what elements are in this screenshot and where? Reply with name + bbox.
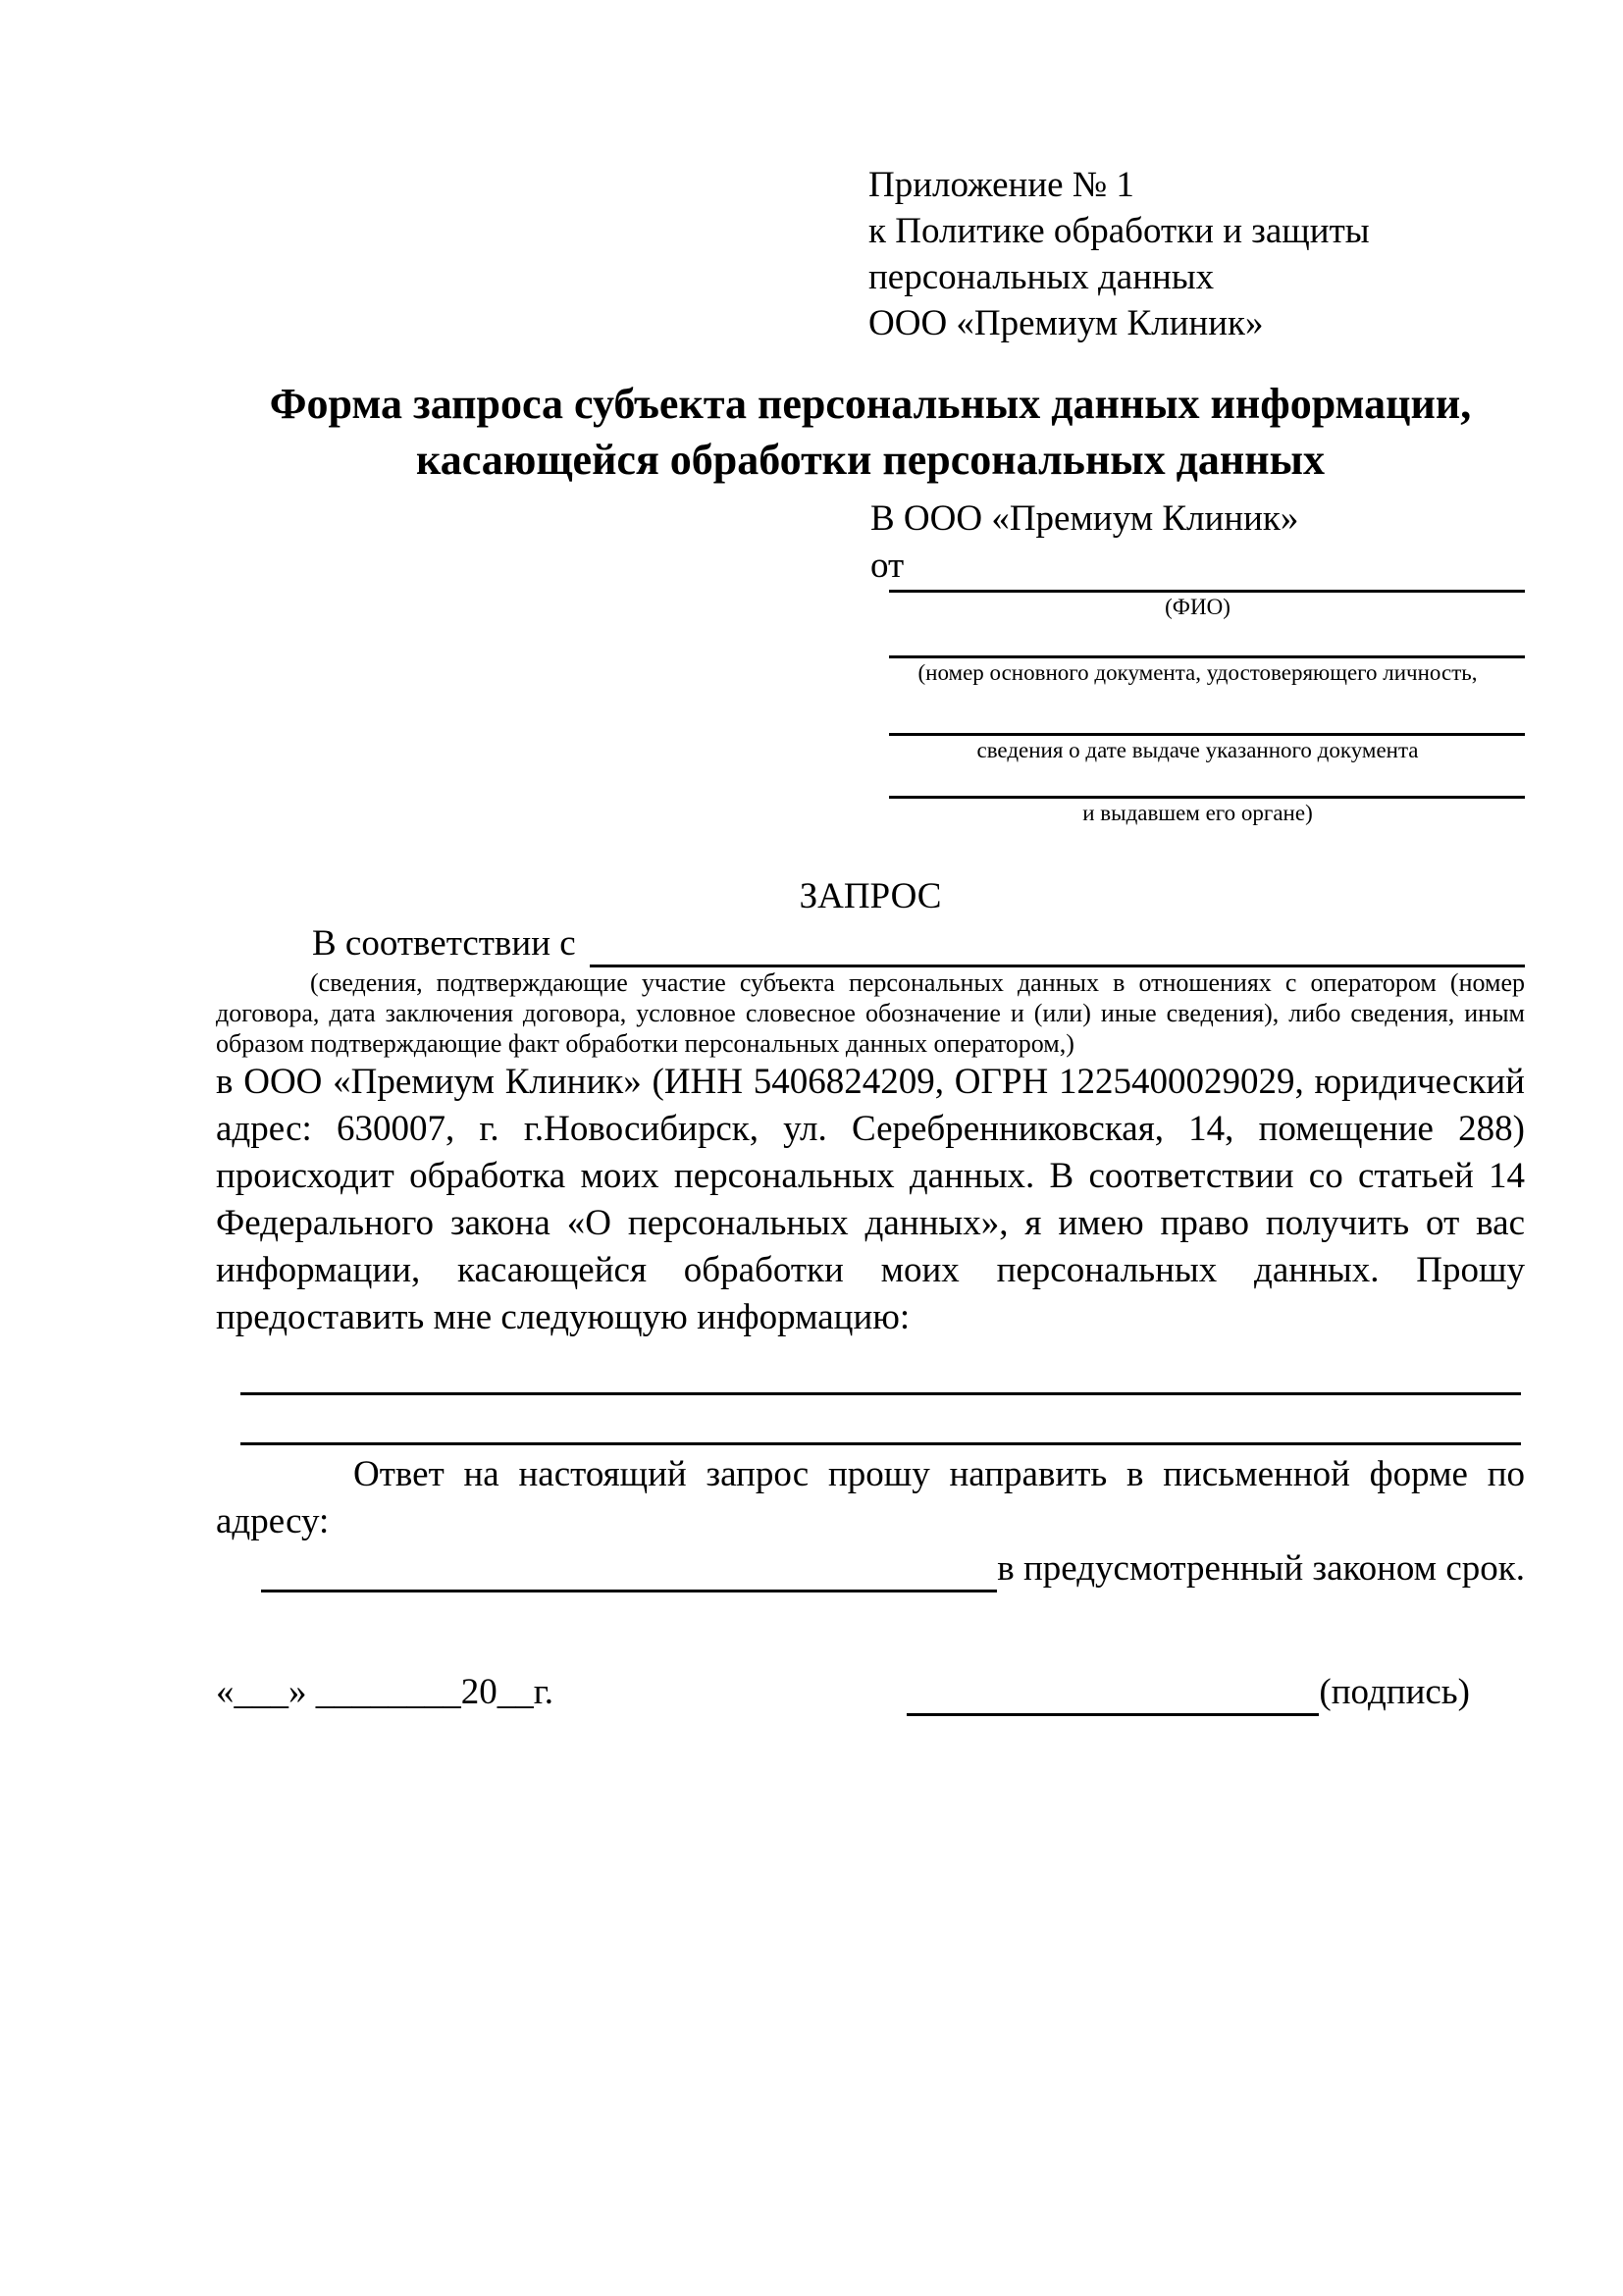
issuing-authority-caption: и выдавшем его органе) xyxy=(1082,801,1313,825)
accordance-row xyxy=(216,920,1525,967)
signature-blank-line xyxy=(907,1669,1319,1716)
header-line: к Политике обработки и защиты xyxy=(868,211,1370,251)
request-body-text: в ООО «Премиум Клиник» (ИНН 5406824209, ОГРН 1225400029029, юридический адрес: 630007, г. г.Новосибирск, ул. Серебренниковская, 14, помещение 288) происходит обработка моих персональных данных. В соответствии со статьей 14 Федерального закона «О персональных данных», я имею право получить от вас информации, касающейся обработки моих персональных данных. Прошу предоставить мне следующую информацию: xyxy=(216,1062,1525,1337)
page-title-line: Форма запроса субъекта персональных данных информации, xyxy=(269,380,1472,428)
date-blank-text: «___» ________20__г. xyxy=(216,1672,554,1712)
info-blank-line-1 xyxy=(240,1392,1521,1395)
header-line: ООО «Премиум Клиник» xyxy=(868,303,1264,343)
signature-caption: (подпись) xyxy=(1319,1672,1470,1712)
reply-suffix-text: в предусмотренный законом срок. xyxy=(997,1548,1525,1589)
addressee-block xyxy=(870,496,1525,828)
accordance-prefix-text: В соответствии с xyxy=(312,923,576,964)
addressee-to: В ООО «Премиум Клиник» xyxy=(870,498,1299,539)
document-number-caption: (номер основного документа, удостоверяющего личность, xyxy=(917,660,1478,685)
info-blank-line-2 xyxy=(240,1442,1521,1445)
addressee-from-label: от xyxy=(870,546,905,586)
accordance-blank-line xyxy=(590,920,1525,967)
request-heading: ЗАПРОС xyxy=(799,876,942,916)
footnote-text: (сведения, подтверждающие участие субъекта персональных данных в отношениях с оператором (номер договора, дата заключения договора, условное словесное обозначение и (или) иные сведения), либо сведения, иным образом подтверждающие факт обработки персональных данных оператором,) xyxy=(216,968,1525,1058)
page-title-line: касающейся обработки персональных данных xyxy=(416,436,1325,484)
signature-row xyxy=(216,1669,1525,1716)
issue-date-caption: сведения о дате выдаче указанного документа xyxy=(976,738,1419,762)
page-title xyxy=(216,376,1525,488)
header-line: Приложение № 1 xyxy=(868,165,1134,205)
fio-caption: (ФИО) xyxy=(1165,595,1230,619)
reply-address-row xyxy=(216,1545,1525,1592)
signature-group xyxy=(907,1669,1470,1716)
header-line: персональных данных xyxy=(868,257,1215,297)
reply-instruction-text: Ответ на настоящий запрос прошу направить в письменной форме по адресу: xyxy=(216,1454,1525,1541)
reply-address-blank-line xyxy=(261,1545,997,1592)
appendix-header xyxy=(868,162,1525,346)
